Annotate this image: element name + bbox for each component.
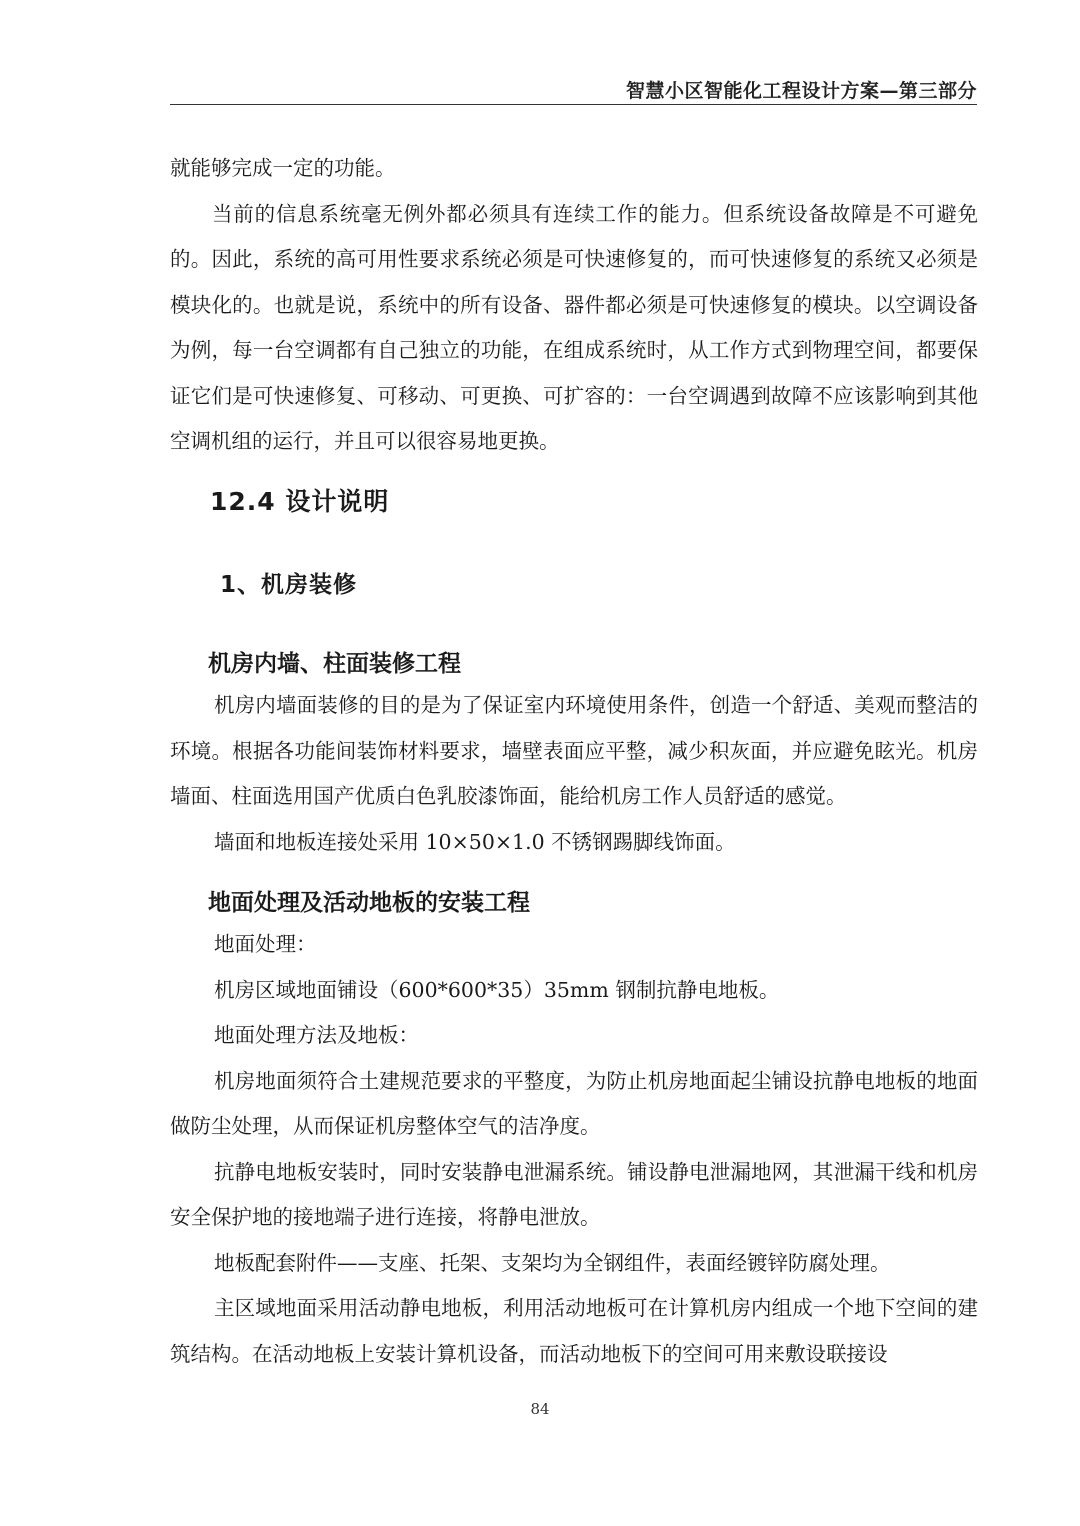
wall-paragraph: 机房内墙面装修的目的是为了保证室内环境使用条件，创造一个舒适、美观而整洁的环境。根据各功能间装饰材料要求，墙壁表面应平整，减少积灰面，并应避免眩光。机房墙面、柱面选用国产优质白色乳胶漆饰面，能给机房工作人员舒适的感觉。 [170,693,978,808]
floor-label-2: 地面处理方法及地板： [214,1023,419,1047]
floor-heading: 地面处理及活动地板的安装工程 [208,890,530,916]
section-title: 12.4 设计说明 [210,487,390,516]
wall-skirting-line: 墙面和地板连接处采用 10×50×1.0 不锈钢踢脚线饰面。 [214,829,736,854]
floor-line-1: 机房区域地面铺设（600*600*35）35mm 钢制抗静电地板。 [214,977,780,1002]
header-divider [170,104,977,105]
running-header-title: 智慧小区智能化工程设计方案—第三部分 [625,80,977,102]
subsection-title: 1、机房装修 [220,572,358,598]
intro-continuation-line: 就能够完成一定的功能。 [170,156,396,180]
page-number: 84 [530,1400,550,1418]
floor-block [170,922,978,1377]
floor-paragraph-2: 抗静电地板安装时，同时安装静电泄漏系统。铺设静电泄漏地网，其泄漏干线和机房安全保护地的接地端子进行连接，将静电泄放。 [170,1159,978,1229]
wall-heading: 机房内墙、柱面装修工程 [208,651,461,677]
intro-block [170,146,978,465]
floor-paragraph-3: 主区域地面采用活动静电地板，利用活动地板可在计算机房内组成一个地下空间的建筑结构。在活动地板上安装计算机设备，而活动地板下的空间可用来敷设联接设 [170,1296,978,1366]
wall-block [170,683,978,865]
floor-label-1: 地面处理： [214,932,317,956]
floor-line-2: 地板配套附件——支座、托架、支架均为全钢组件，表面经镀锌防腐处理。 [214,1250,891,1275]
floor-paragraph-1: 机房地面须符合土建规范要求的平整度，为防止机房地面起尘铺设抗静电地板的地面做防尘处理，从而保证机房整体空气的洁净度。 [170,1068,978,1138]
intro-paragraph: 当前的信息系统毫无例外都必须具有连续工作的能力。但系统设备故障是不可避免的。因此，系统的高可用性要求系统必须是可快速修复的，而可快速修复的系统又必须是模块化的。也就是说，系统中的所有设备、器件都必须是可快速修复的模块。以空调设备为例，每一台空调都有自己独立的功能，在组成系统时，从工作方式到物理空间，都要保证它们是可快速修复、可移动、可更换、可扩容的：一台空调遇到故障不应该影响到其他空调机组的运行，并且可以很容易地更换。 [170,201,978,453]
